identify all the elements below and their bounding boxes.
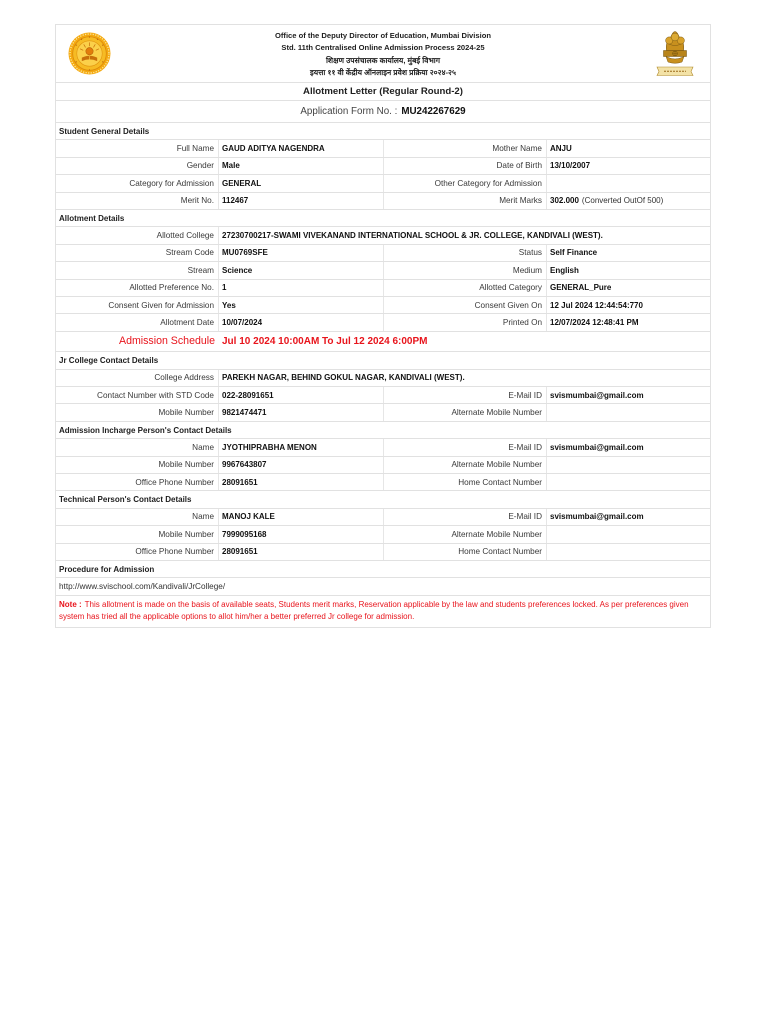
label-gender: Gender [56,158,219,174]
label-alternate-mobile-number: Alternate Mobile Number [384,526,547,542]
value-e-mail-id [547,387,710,403]
label-allotted-category: Allotted Category [384,280,547,296]
value-text: GENERAL [222,178,262,188]
value-office-phone-number [219,474,384,490]
note-text: This allotment is made on the basis of available seats, Students merit marks, Reservation applicable by the law and students preferences locked. As per preferences given system has tried all the applicable options to allot him/her a better preferred Jr college for admission. [59,599,689,621]
value-medium [547,262,710,278]
value-mobile-number [219,404,384,420]
value-alternate-mobile-number [547,404,710,420]
field-row [55,474,711,491]
value-text: 13/10/2007 [550,161,591,171]
value-consent-given-on [547,297,710,313]
value-e-mail-id [547,509,710,525]
application-form-number: MU242267629 [401,106,466,117]
value-text: svismumbai@gmail.com [550,442,644,452]
field-row [55,140,711,157]
value-text: 9821474471 [222,408,267,418]
field-row [55,404,711,421]
label-office-phone-number: Office Phone Number [56,544,219,560]
label-home-contact-number: Home Contact Number [384,544,547,560]
label-other-category-for-admission: Other Category for Admission [384,175,547,191]
field-row [55,526,711,543]
value-text: MANOJ KALE [222,512,275,522]
label-stream-code: Stream Code [56,245,219,261]
value-mobile-number [219,457,384,473]
label-merit-no: Merit No. [56,193,219,209]
label-college-address: College Address [56,370,219,386]
field-row [55,262,711,279]
value-consent-given-for-admission [219,297,384,313]
label-mobile-number: Mobile Number [56,457,219,473]
section-header-admission-incharge-person-s-contact-details: Admission Incharge Person's Contact Details [55,422,711,439]
procedure-link[interactable]: http://www.svischool.com/Kandivali/JrCollege/ [59,582,226,592]
value-allotted-preference-no [219,280,384,296]
label-contact-number-with-std-code: Contact Number with STD Code [56,387,219,403]
details-table [55,123,711,628]
label-office-phone-number: Office Phone Number [56,474,219,490]
label-mobile-number: Mobile Number [56,404,219,420]
label-printed-on: Printed On [384,314,547,330]
value-text: Male [222,161,240,171]
section-header-jr-college-contact-details: Jr College Contact Details [55,352,711,369]
value-allotted-category [547,280,710,296]
label-name: Name [56,509,219,525]
label-category-for-admission: Category for Admission [56,175,219,191]
value-text: 12 Jul 2024 12:44:54:770 [550,300,643,310]
value-text: svismumbai@gmail.com [550,390,644,400]
value-stream-code [219,245,384,261]
label-merit-marks: Merit Marks [384,193,547,209]
value-gender [219,158,384,174]
label-medium: Medium [384,262,547,278]
admission-schedule-label: Admission Schedule [119,335,215,348]
label-alternate-mobile-number: Alternate Mobile Number [384,404,547,420]
header-process-line-marathi: इयत्ता ११ वी केंद्रीय ऑनलाइन प्रवेश प्रक्रिया २०२४-२५ [310,68,456,78]
letter-title: Allotment Letter (Regular Round-2) [55,83,711,101]
header-office-line-marathi: शिक्षण उपसंचालक कार्यालय, मुंबई विभाग [325,55,441,65]
value-text: 9967643807 [222,460,267,470]
value-office-phone-number [219,544,384,560]
value-text: 112467 [222,196,249,206]
field-row [55,387,711,404]
value-text: Science [222,265,253,275]
field-row [55,509,711,526]
value-name [219,509,384,525]
value-home-contact-number [547,474,710,490]
section-header-allotment-details: Allotment Details [55,210,711,227]
value-stream [219,262,384,278]
value-date-of-birth [547,158,710,174]
field-row [55,297,711,314]
value-text: 28091651 [222,547,258,557]
field-row [55,280,711,297]
value-text: 302.000 [550,196,579,206]
field-row [55,245,711,262]
field-row [55,457,711,474]
field-row [55,439,711,456]
label-allotted-college: Allotted College [56,227,219,243]
label-date-of-birth: Date of Birth [384,158,547,174]
application-form-label: Application Form No. : [300,106,398,117]
value-text: 1 [222,283,227,293]
field-row [55,544,711,561]
label-home-contact-number: Home Contact Number [384,474,547,490]
allotment-note [55,596,711,628]
value-text: Self Finance [550,248,598,258]
value-suffix: (Converted OutOf 500) [581,196,664,206]
value-college-address: PAREKH NAGAR, BEHIND GOKUL NAGAR, KANDIVALI (WEST). [222,373,465,383]
field-row [55,158,711,175]
value-e-mail-id [547,439,710,455]
label-name: Name [56,439,219,455]
label-mother-name: Mother Name [384,140,547,156]
header-office-line: Office of the Deputy Director of Education, Mumbai Division [274,31,492,40]
value-allotment-date [219,314,384,330]
value-text: 022-28091651 [222,390,274,400]
value-name [219,439,384,455]
maharashtra-seal-icon [68,32,111,75]
value-text: English [550,265,579,275]
value-text: svismumbai@gmail.com [550,512,644,522]
label-full-name: Full Name [56,140,219,156]
value-printed-on [547,314,710,330]
value-other-category-for-admission [547,175,710,191]
label-allotment-date: Allotment Date [56,314,219,330]
field-row-college-address [55,370,711,387]
admission-schedule-row [55,332,711,353]
field-row-allotted-college [55,227,711,244]
value-full-name [219,140,384,156]
procedure-link-row [55,578,711,595]
label-consent-given-for-admission: Consent Given for Admission [56,297,219,313]
label-e-mail-id: E-Mail ID [384,439,547,455]
value-text: ANJU [550,144,572,154]
section-header-technical-person-s-contact-details: Technical Person's Contact Details [55,491,711,508]
field-row [55,175,711,192]
label-status: Status [384,245,547,261]
note-prefix: Note : [59,599,82,609]
value-text: JYOTHIPRABHA MENON [222,442,317,452]
value-text: 7999095168 [222,529,267,539]
value-merit-no [219,193,384,209]
value-merit-marks [547,193,710,209]
value-text: 28091651 [222,477,258,487]
section-header-procedure-for-admission: Procedure for Admission [55,561,711,578]
value-text: GAUD ADITYA NAGENDRA [222,144,325,154]
label-allotted-preference-no: Allotted Preference No. [56,280,219,296]
admission-schedule-value: Jul 10 2024 10:00AM To Jul 12 2024 6:00PM [222,335,428,347]
section-header-student-general-details: Student General Details [55,123,711,140]
label-stream: Stream [56,262,219,278]
value-text: 12/07/2024 12:48:41 PM [550,317,639,327]
allotment-letter [55,24,711,628]
label-e-mail-id: E-Mail ID [384,509,547,525]
header-process-line: Std. 11th Centralised Online Admission Process 2024-25 [281,43,485,53]
value-alternate-mobile-number [547,457,710,473]
field-row [55,314,711,331]
value-alternate-mobile-number [547,526,710,542]
ashoka-emblem-icon [654,28,696,78]
value-home-contact-number [547,544,710,560]
label-e-mail-id: E-Mail ID [384,387,547,403]
value-text: Yes [222,300,236,310]
label-mobile-number: Mobile Number [56,526,219,542]
value-contact-number-with-std-code [219,387,384,403]
field-row [55,193,711,210]
value-text: GENERAL_Pure [550,283,612,293]
value-category-for-admission [219,175,384,191]
value-mobile-number [219,526,384,542]
label-consent-given-on: Consent Given On [384,297,547,313]
application-form-row [55,101,711,123]
value-mother-name [547,140,710,156]
value-text: 10/07/2024 [222,317,263,327]
value-text: MU0769SFE [222,248,268,258]
value-allotted-college: 27230700217-SWAMI VIVEKANAND INTERNATIONAL SCHOOL & JR. COLLEGE, KANDIVALI (WEST). [222,231,603,241]
letter-header [55,24,711,83]
label-alternate-mobile-number: Alternate Mobile Number [384,457,547,473]
value-status [547,245,710,261]
